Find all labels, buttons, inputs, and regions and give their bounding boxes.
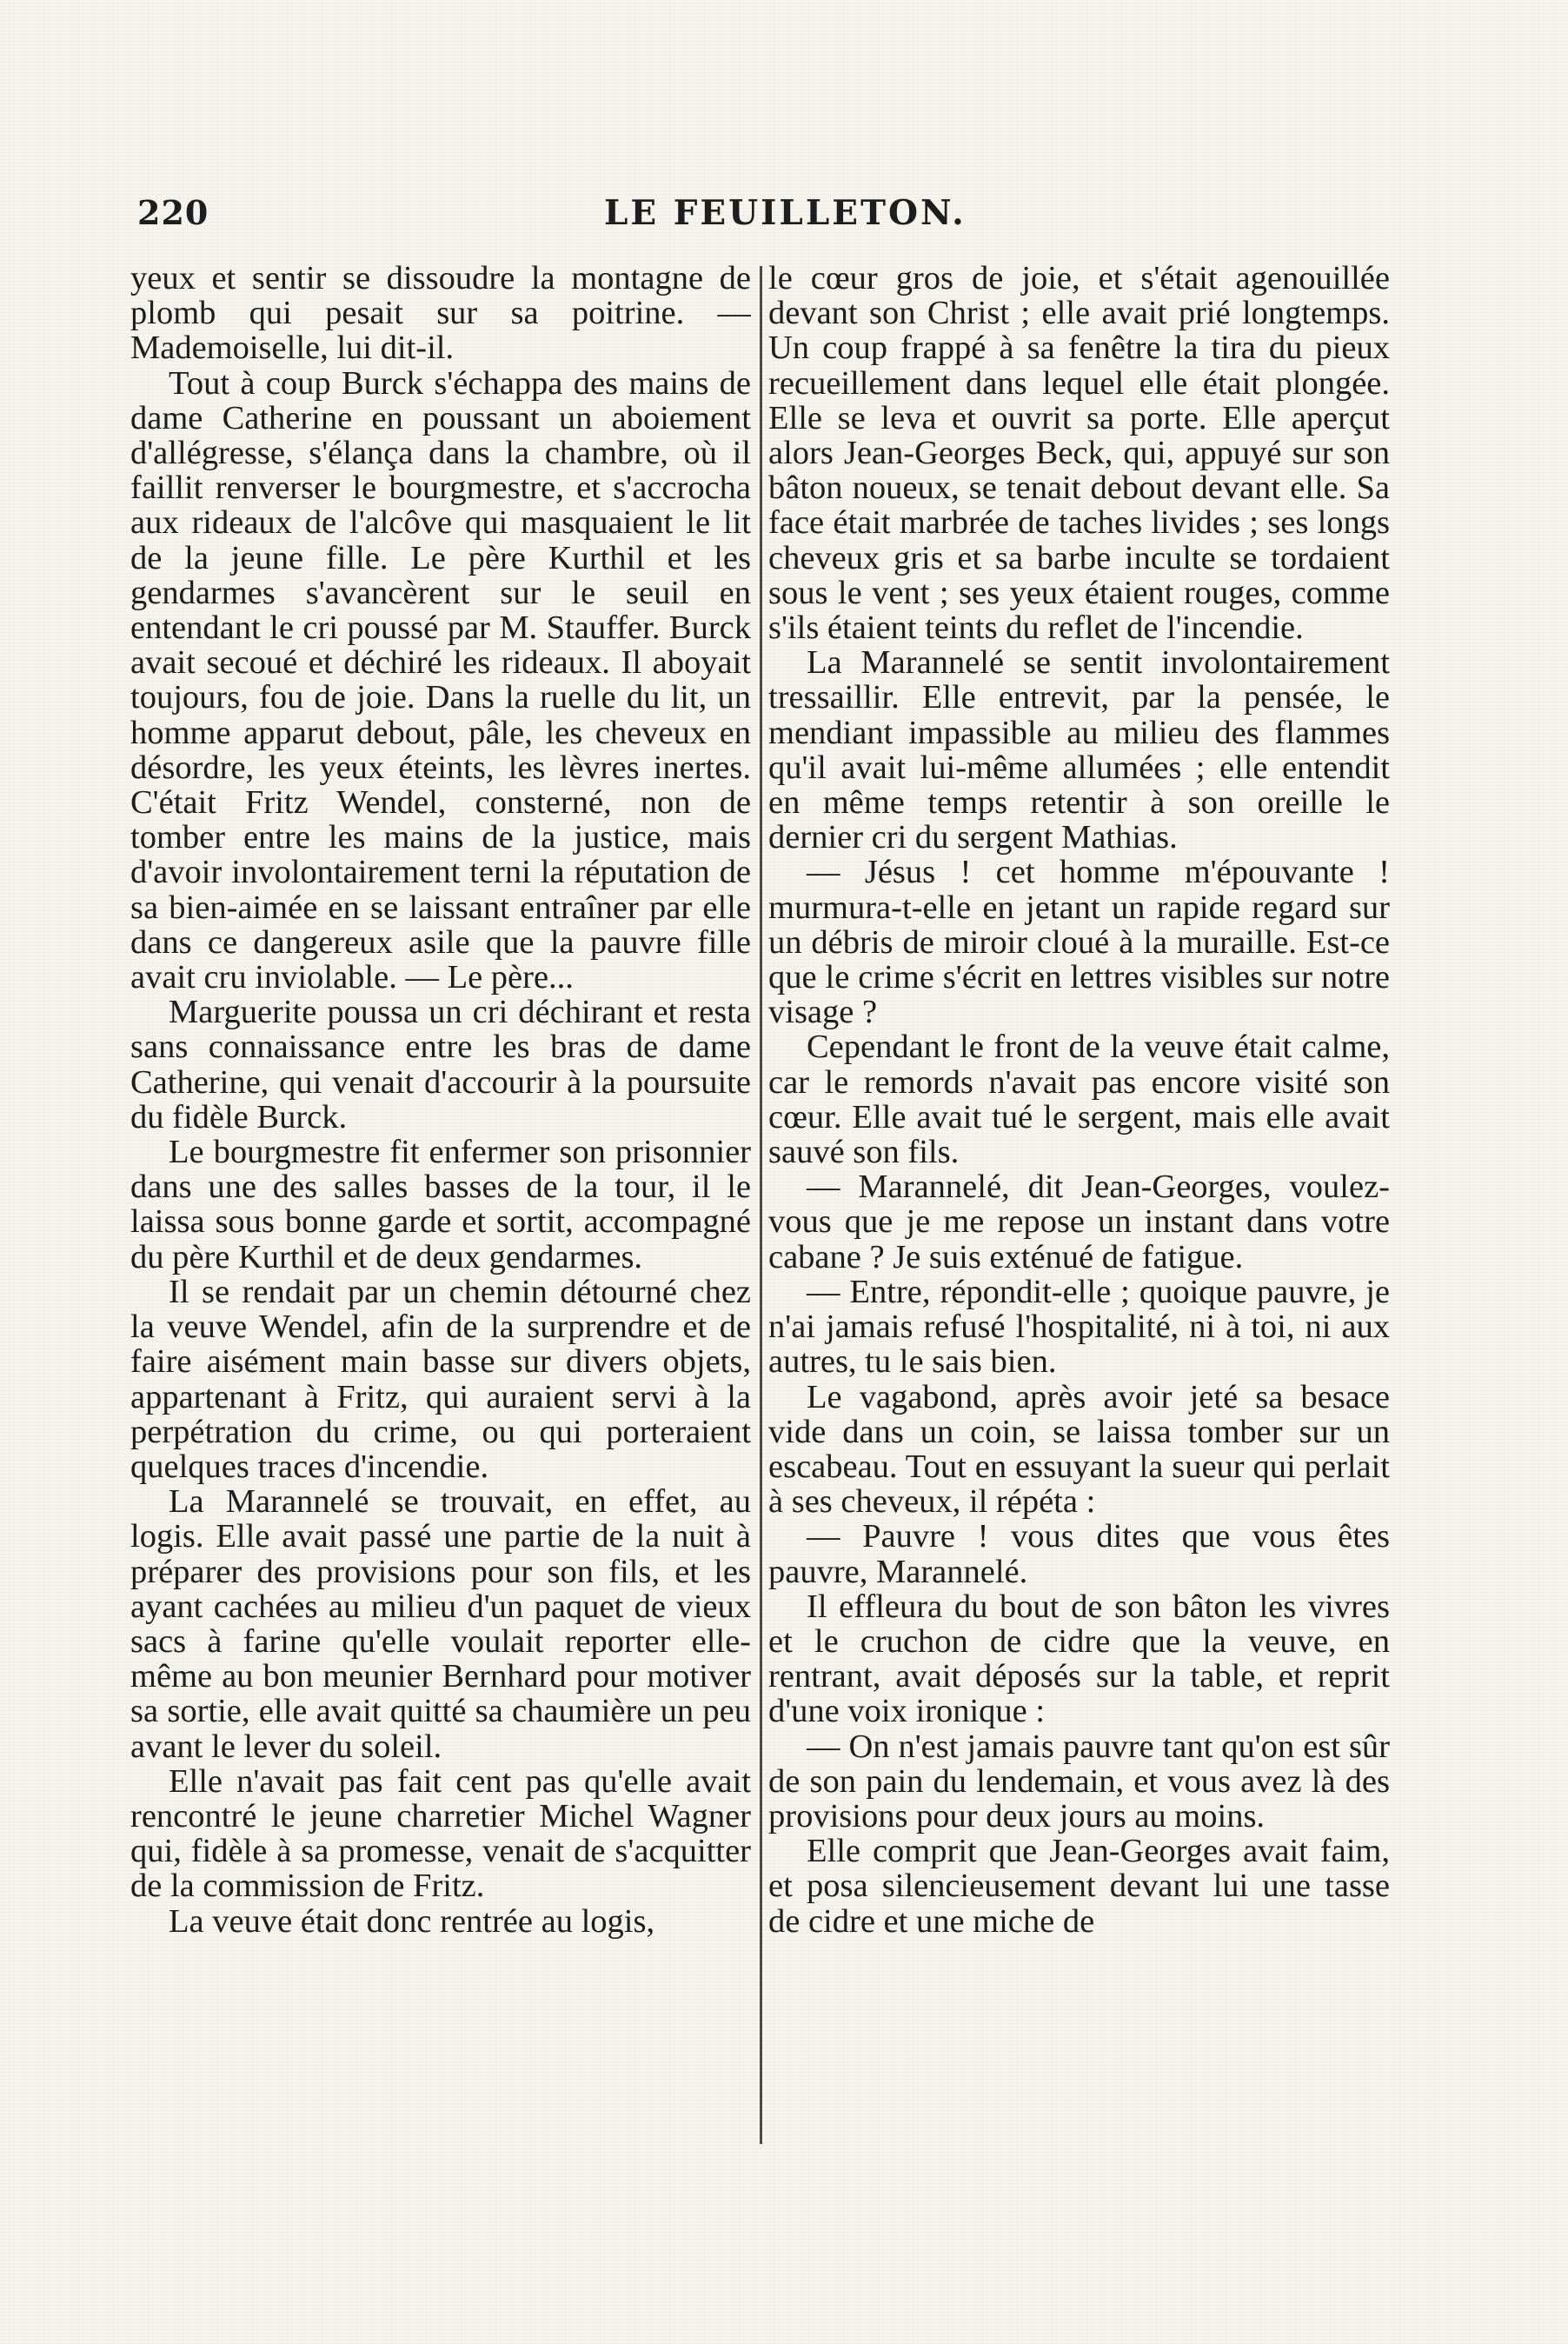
paragraph: le cœur gros de joie, et s'était agenouillée devant son Christ ; elle avait prié longtemps. Un coup frappé à sa fenêtre la tira du pieux recueillement dans lequel elle était plongée. Elle se leva et ouvrit sa porte. Elle aperçut alors Jean-Georges Beck, qui, appuyé sur son bâton noueux, se tenait debout devant elle. Sa face était marbrée de taches livides ; ses longs cheveux gris et sa barbe inculte se tordaient sous le vent ; ses yeux étaient rouges, comme s'ils étaient teints du reflet de l'incendie. bbox=[768, 261, 1390, 647]
paragraph: — Entre, répondit-elle ; quoique pauvre, je n'ai jamais refusé l'hospitalité, ni à toi, ni aux autres, tu le sais bien. bbox=[768, 1273, 1390, 1381]
paragraph: — Jésus ! cet homme m'épouvante ! murmura-t-elle en jetant un rapide regard sur un débris de miroir cloué à la muraille. Est-ce que le crime s'écrit en lettres visibles sur notre visage ? bbox=[768, 854, 1390, 1031]
left-text-column bbox=[130, 261, 751, 2165]
paragraph: — Marannelé, dit Jean-Georges, voulez-vous que je me repose un instant dans votre cabane ? Je suis exténué de fatigue. bbox=[768, 1169, 1390, 1275]
paragraph: La veuve était donc rentrée au logis, bbox=[169, 1902, 655, 1940]
paragraph: Le vagabond, après avoir jeté sa besace vide dans un coin, se laissa tomber sur un escabeau. Tout en essuyant la sueur qui perlait à ses cheveux, il répéta : bbox=[768, 1378, 1390, 1521]
paragraph: — On n'est jamais pauvre tant qu'on est sûr de son pain du lendemain, et vous avez là des provisions pour deux jours au moins. bbox=[768, 1728, 1390, 1835]
paragraph: Il se rendait par un chemin détourné chez la veuve Wendel, afin de la surprendre et de faire aisément main basse sur divers objets, appartenant à Fritz, qui auraient servi à la perpétration du crime, ou qui porteraient quelques traces d'incendie. bbox=[130, 1273, 751, 1485]
page-number: 220 bbox=[137, 193, 209, 232]
paragraph: Cependant le front de la veuve était calme, car le remords n'avait pas encore visité son cœur. Elle avait tué le sergent, mais elle avait sauvé son fils. bbox=[768, 1029, 1390, 1171]
page-header bbox=[130, 193, 1391, 245]
paragraph: Tout à coup Burck s'échappa des mains de dame Catherine en poussant un aboiement d'allégresse, s'élança dans la chambre, où il faillit renverser le bourgmestre, et s'accrocha aux rideaux de l'alcôve qui masquaient le lit de la jeune fille. Le père Kurthil et les gendarmes s'avancèrent sur le seuil en entendant le cri poussé par M. Stauffer. Burck avait secoué et déchiré les rideaux. Il aboyait toujours, fou de joie. Dans la ruelle du lit, un homme apparut debout, pâle, les cheveux en désordre, les yeux éteints, les lèvres inertes. C'était Fritz Wendel, consterné, non de tomber entre les mains de la justice, mais d'avoir involontairement terni la réputation de sa bien-aimée en se laissant entraîner par elle dans ce dangereux asile que la pauvre fille avait cru inviolable. — Le père... bbox=[130, 364, 751, 996]
column-divider bbox=[760, 266, 762, 2144]
paragraph: — Pauvre ! vous dites que vous êtes pauvre, Marannelé. bbox=[768, 1518, 1390, 1590]
paragraph: yeux et sentir se dissoudre la montagne de plomb qui pesait sur sa poitrine. — Mademoiselle, lui dit-il. bbox=[130, 261, 751, 367]
paragraph: Elle comprit que Jean-Georges avait faim, et posa silencieusement devant lui une tasse de cidre et une miche de bbox=[768, 1833, 1390, 1940]
paragraph: Le bourgmestre fit enfermer son prisonnier dans une des salles basses de la tour, il le laissa sous bonne garde et sortit, accompagné du père Kurthil et de deux gendarmes. bbox=[130, 1134, 751, 1275]
paragraph: Il effleura du bout de son bâton les vivres et le cruchon de cidre que la veuve, en rentrant, avait déposés sur la table, et reprit d'une voix ironique : bbox=[768, 1588, 1390, 1730]
paragraph: La Marannelé se sentit involontairement tressaillir. Elle entrevit, par la pensée, le mendiant impassible au milieu des flammes qu'il avait lui-même allumées ; elle entendit en même temps retentir à son oreille le dernier cri du sergent Mathias. bbox=[768, 644, 1390, 856]
paragraph: Elle n'avait pas fait cent pas qu'elle avait rencontré le jeune charretier Michel Wagner qui, fidèle à sa promesse, venait de s'acquitter de la commission de Fritz. bbox=[130, 1762, 751, 1905]
running-title: LE FEUILLETON. bbox=[604, 193, 967, 233]
paragraph: La Marannelé se trouvait, en effet, au logis. Elle avait passé une partie de la nuit à préparer des provisions pour son fils, et les ayant cachées au milieu d'un paquet de vieux sacs à farine qu'elle voulait reporter elle-même au bon meunier Bernhard pour motiver sa sortie, elle avait quitté sa chaumière un peu avant le lever du soleil. bbox=[130, 1483, 751, 1765]
right-text-column bbox=[768, 261, 1390, 2165]
paragraph: Marguerite poussa un cri déchirant et resta sans connaissance entre les bras de dame Catherine, qui venait d'accourir à la poursuite du fidèle Burck. bbox=[130, 994, 751, 1135]
